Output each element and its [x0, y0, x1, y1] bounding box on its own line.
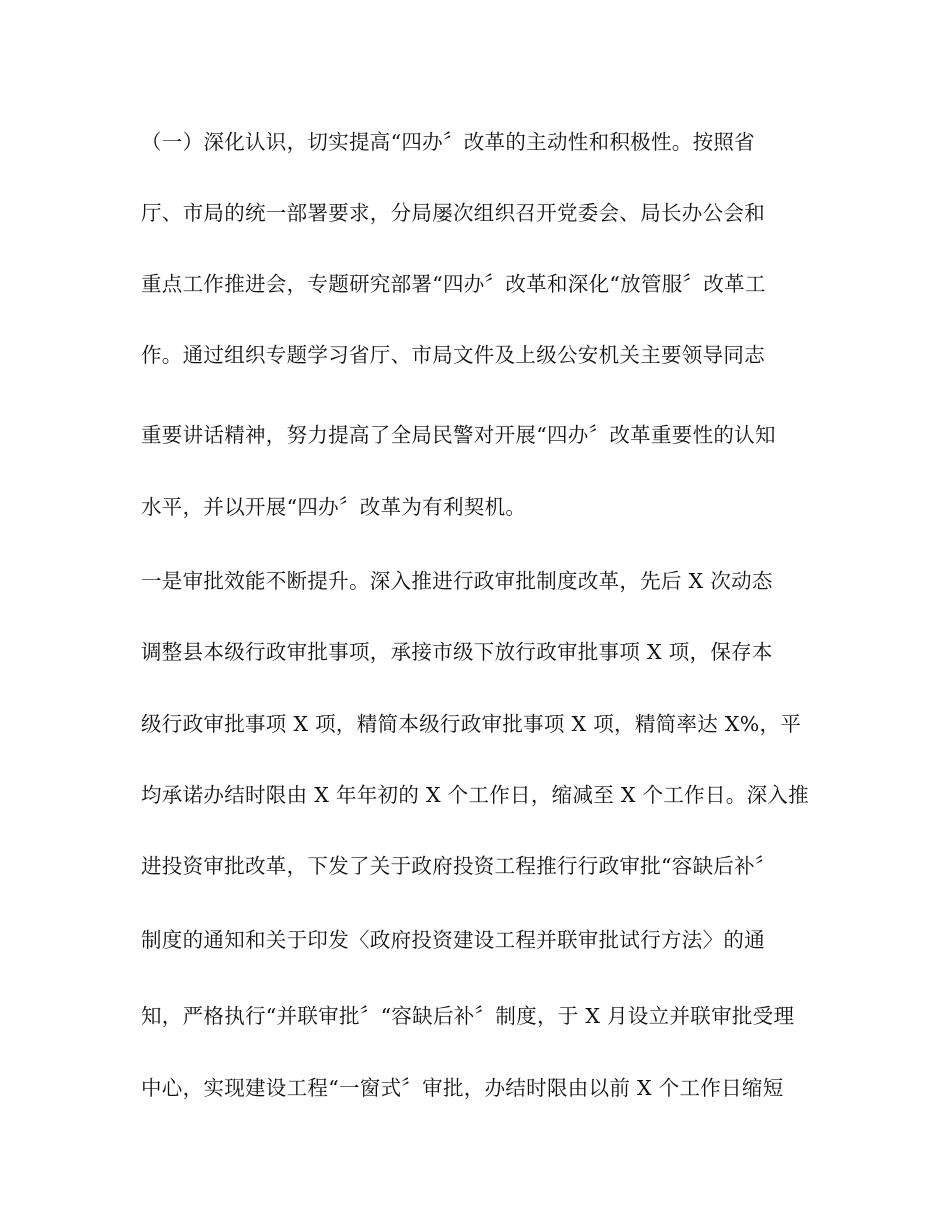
- paragraph-2-line-6: 制度的通知和关于印发〈政府投资建设工程并联审批试行方法〉的通: [141, 928, 765, 952]
- paragraph-1-line-4: 作。通过组织专题学习省厅、市局文件及上级公安机关主要领导同志: [141, 343, 765, 367]
- paragraph-1-line-1: （一）深化认识，切实提高“四办〞改革的主动性和积极性。按照省: [141, 130, 755, 154]
- paragraph-2-line-4: 均承诺办结时限由 X 年年初的 X 个工作日，缩减至 X 个工作日。深入推: [141, 783, 809, 807]
- paragraph-1-line-2: 厅、市局的统一部署要求，分局屡次组织召开党委会、局长办公会和: [141, 201, 765, 225]
- paragraph-2-line-2: 调整县本级行政审批事项，承接市级下放行政审批事项 X 项，保存本: [141, 640, 773, 664]
- paragraph-1-line-6: 水平，并以开展“四办〞改革为有利契机。: [141, 495, 527, 519]
- paragraph-2-line-8: 中心，实现建设工程“一窗式〞审批，办结时限由以前 X 个工作日缩短: [141, 1076, 784, 1100]
- paragraph-1-line-3: 重点工作推进会，专题研究部署“四办〞改革和深化“放管服〞改革工: [141, 272, 766, 296]
- paragraph-2-line-1: 一是审批效能不断提升。深入推进行政审批制度改革，先后 X 次动态: [141, 569, 773, 593]
- paragraph-2-line-5: 进投资审批改革，下发了关于政府投资工程推行行政审批“容缺后补〞: [141, 854, 776, 878]
- paragraph-2-line-7: 知，严格执行“并联审批〞“容缺后补〞制度，于 X 月设立并联审批受理: [141, 1004, 795, 1028]
- paragraph-2-line-3: 级行政审批事项 X 项，精简本级行政审批事项 X 项，精简率达 X%，平: [141, 712, 802, 736]
- paragraph-1-line-5: 重要讲话精神，努力提高了全局民警对开展“四办〞改革重要性的认知: [141, 423, 776, 447]
